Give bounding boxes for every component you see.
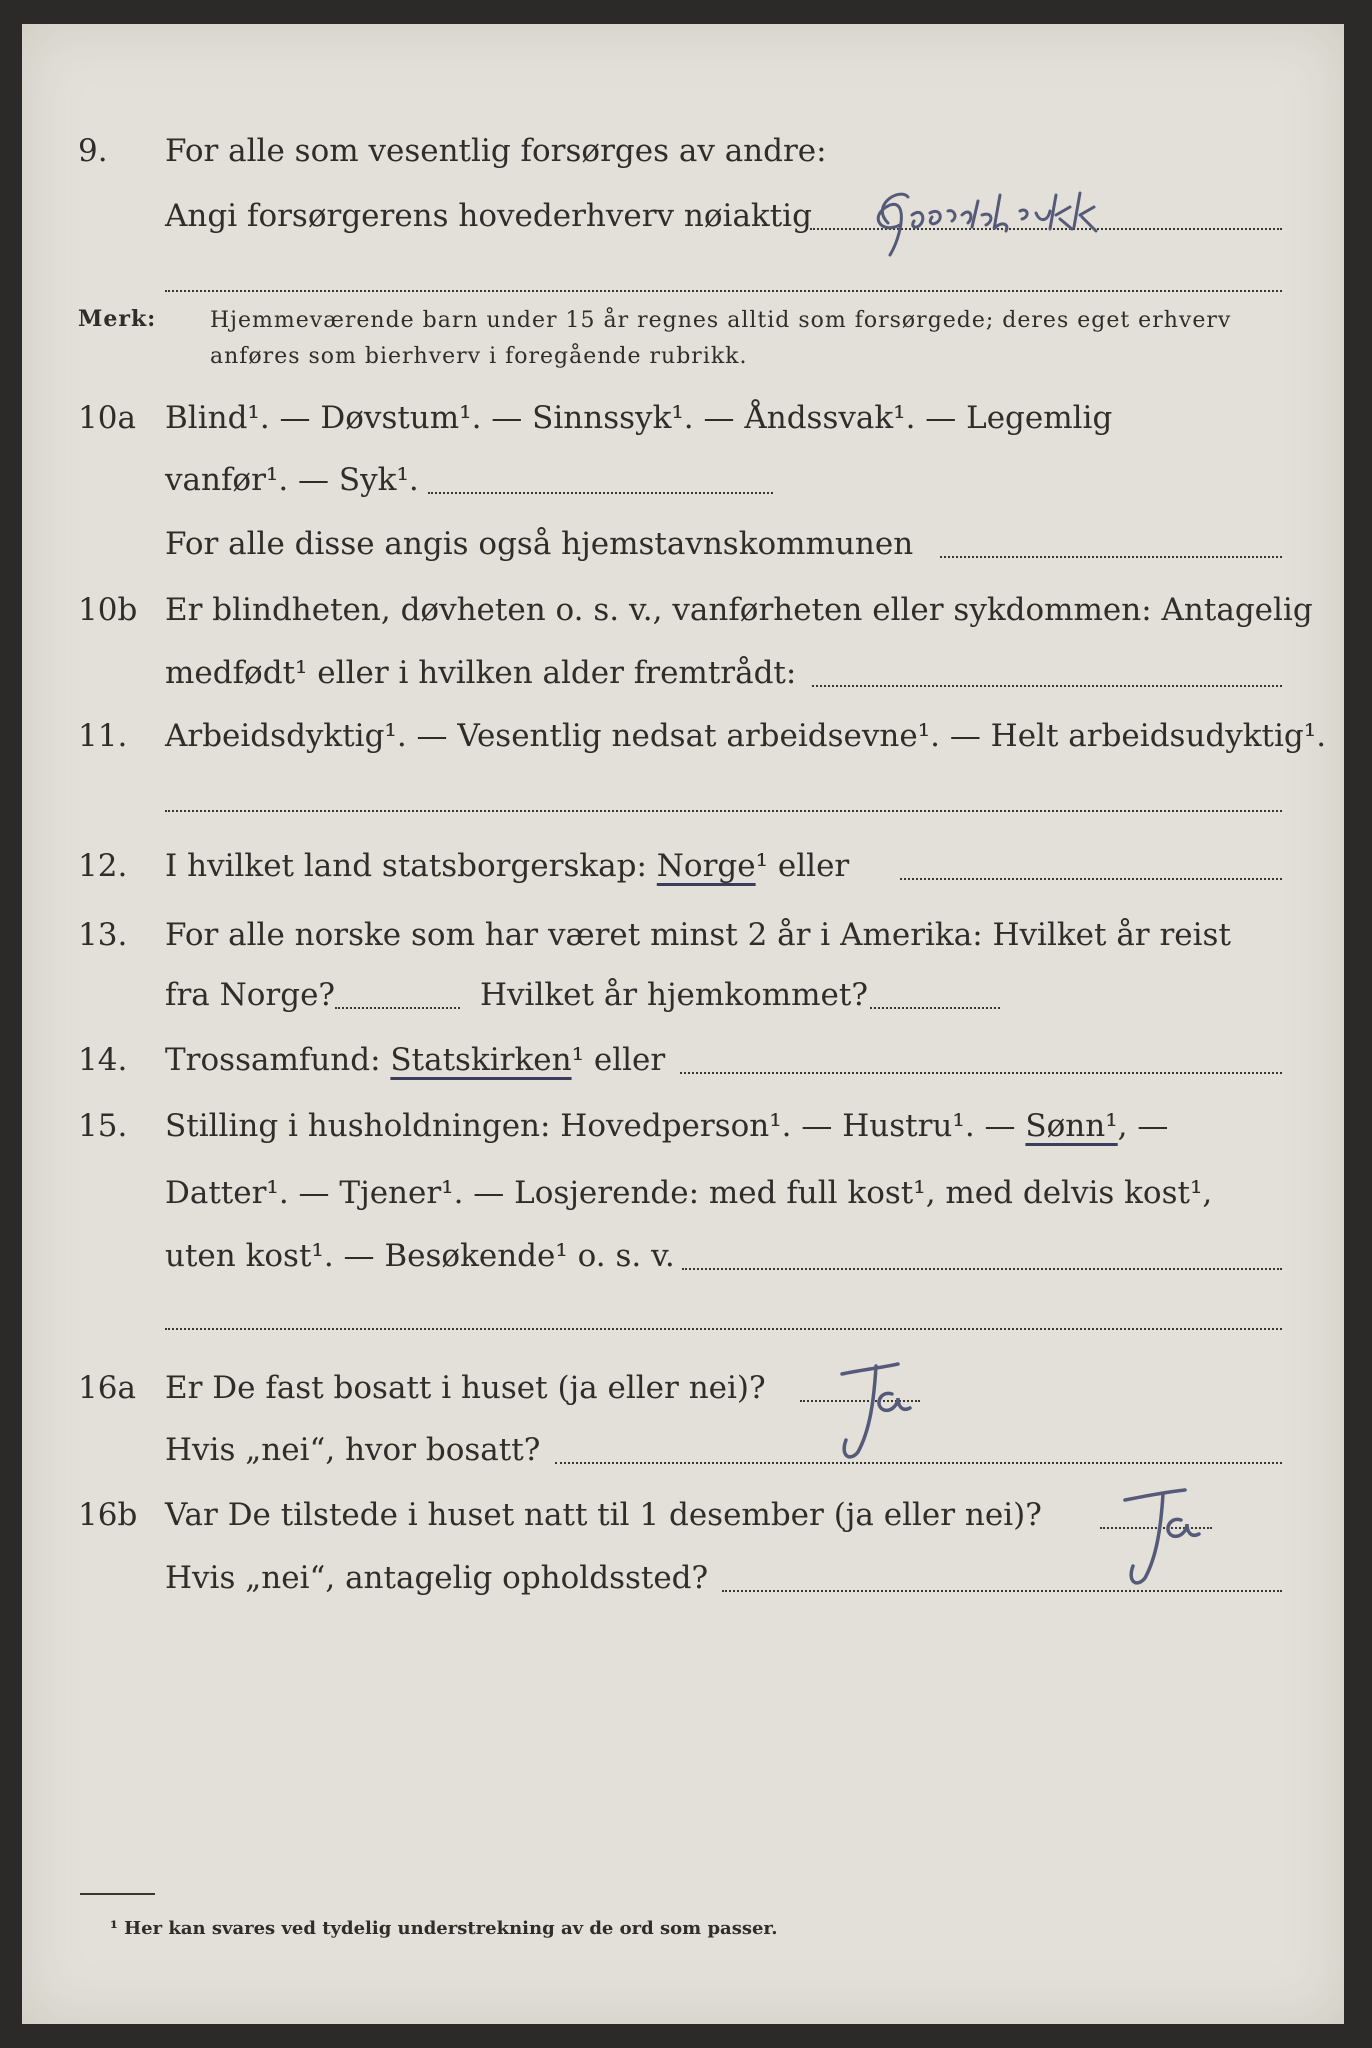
q10b-alder-field[interactable] [812, 685, 1282, 687]
q10a-line3: For alle disse angis også hjemstavnskommunen [165, 526, 914, 562]
q9-handwriting-gaardsbruk [860, 175, 1260, 265]
q15-divider [165, 1328, 1282, 1330]
q9-divider [165, 290, 1282, 292]
q16a-line1: Er De fast bosatt i huset (ja eller nei)? [165, 1370, 766, 1406]
merk-line1: Hjemmeværende barn under 15 år regnes alltid som forsørgede; deres eget erhverv [210, 308, 1232, 333]
q11-divider [165, 810, 1282, 812]
q15-sonn-underlined: Sønn¹ [1025, 1108, 1118, 1144]
q11-line1: Arbeidsdyktig¹. — Vesentlig nedsat arbeidsevne¹. — Helt arbeidsudyktig¹. [165, 718, 1327, 754]
q13-reist-field[interactable] [335, 1007, 460, 1009]
q14-number: 14. [78, 1042, 128, 1078]
merk-line2: anføres som bierhverv i foregående rubrikk. [210, 344, 748, 369]
q10a-line2: vanfør¹. — Syk¹. [165, 462, 419, 498]
q15-line1 [165, 1108, 1168, 1144]
q10b-number: 10b [78, 592, 138, 628]
q12-suffix: eller [777, 848, 850, 884]
q14-prefix: Trossamfund: [165, 1042, 381, 1078]
q12-norge-underlined: Norge [656, 848, 756, 884]
q15-line1b: , — [1117, 1108, 1169, 1144]
q10a-syk-field[interactable] [428, 492, 773, 494]
q15-line2: Datter¹. — Tjener¹. — Losjerende: med full kost¹, med delvis kost¹, [165, 1175, 1213, 1211]
q12-number: 12. [78, 848, 128, 884]
q16a-bosatt-field[interactable] [555, 1462, 1282, 1464]
q12-land-field[interactable] [900, 878, 1282, 880]
q10b-line2: medfødt¹ eller i hvilken alder fremtrådt: [165, 655, 797, 691]
q16b-opholdssted-field[interactable] [722, 1590, 1282, 1592]
q12-prefix: I hvilket land statsborgerskap: [165, 848, 647, 884]
q14-line [165, 1042, 665, 1078]
q11-number: 11. [78, 718, 128, 754]
q13-hjemkommet-field[interactable] [870, 1007, 1000, 1009]
q16a-handwriting-ja [800, 1340, 950, 1470]
q14-statskirken-underlined: Statskirken [390, 1042, 572, 1078]
q12-sup: ¹ [755, 848, 769, 884]
q9-number: 9. [78, 133, 108, 169]
q13-line1: For alle norske som har været minst 2 år i Amerika: Hvilket år reist [165, 917, 1231, 953]
footnote: ¹ Her kan svares ved tydelig understrekning av de ord som passer. [110, 1918, 778, 1939]
q9-line1: For alle som vesentlig forsørges av andre: [165, 133, 827, 169]
q10a-kommune-field[interactable] [940, 556, 1282, 558]
q13-number: 13. [78, 917, 128, 953]
q14-suffix: ¹ eller [571, 1042, 666, 1078]
q16b-number: 16b [78, 1497, 138, 1533]
q10a-line1: Blind¹. — Døvstum¹. — Sinnssyk¹. — Åndssvak¹. — Legemlig [165, 400, 1113, 436]
q15-stilling-field[interactable] [682, 1268, 1282, 1270]
q16a-number: 16a [78, 1370, 136, 1406]
q16b-line1: Var De tilstede i huset natt til 1 desember (ja eller nei)? [165, 1497, 1042, 1533]
footnote-rule [80, 1893, 155, 1895]
q16b-handwriting-ja [1085, 1470, 1235, 1600]
merk-label: Merk: [78, 306, 157, 332]
q13-line2a: fra Norge? [165, 977, 336, 1013]
q10a-number: 10a [78, 400, 136, 436]
q16a-line2: Hvis „nei“, hvor bosatt? [165, 1432, 541, 1468]
q14-trossamfund-field[interactable] [680, 1072, 1282, 1074]
q15-line3: uten kost¹. — Besøkende¹ o. s. v. [165, 1238, 675, 1274]
q13-line2b: Hvilket år hjemkommet? [480, 977, 868, 1013]
q9-line2: Angi forsørgerens hovederhverv nøiaktig [165, 198, 812, 234]
q15-number: 15. [78, 1108, 128, 1144]
q16b-line2: Hvis „nei“, antagelig opholdssted? [165, 1560, 709, 1596]
q10b-line1: Er blindheten, døvheten o. s. v., vanførheten eller sykdommen: Antagelig [165, 592, 1313, 628]
q12-line [165, 848, 849, 884]
q15-line1a: Stilling i husholdningen: Hovedperson¹. — Hustru¹. — [165, 1108, 1016, 1144]
